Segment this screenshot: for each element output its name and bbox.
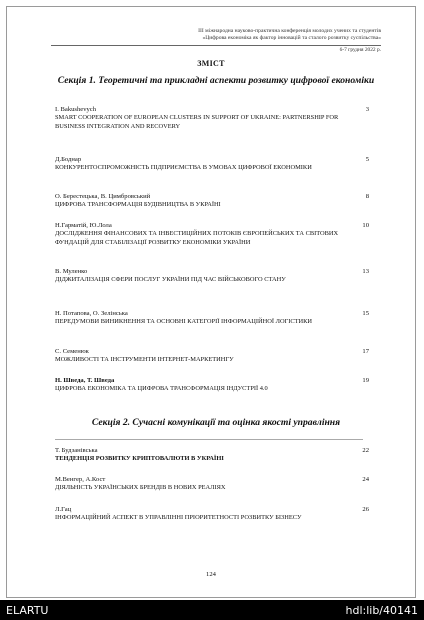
entry-page: 22 [362,447,369,454]
entry-author: В. Муленко [55,268,88,275]
entry-title: ДОСЛІДЖЕННЯ ФІНАНСОВИХ ТА ІНВЕСТИЦІЙНИХ ПОТОКІВ ЄВРОПЕЙСЬКИХ ТА СВІТОВИХ ФУНДАЦІЙ ДЛЯ СТАБІЛІЗАЦІЇ РОЗВИТКУ ЕКОНОМІКИ УКРАЇНИ [55,230,339,246]
section-2-title: Секція 2. Сучасні комунікації та оцінка якості управління [91,417,341,428]
toc-entry[interactable] [55,310,355,327]
entry-title: SMART COOPERATION OF EUROPEAN CLUSTERS IN SUPPORT OF UKRAINE: PARTNERSHIP FOR BUSINESS INTEGRATION AND RECOVERY [55,114,339,130]
header-line-1: III міжнародна науково-практична конференція молодих учених та студентів [198,28,381,34]
entry-author: Н. Шведа, Т. Шведа [55,377,115,384]
repository-footer-bar [0,600,424,620]
entry-title: ДІЯЛЬНІСТЬ УКРАЇНСЬКИХ БРЕНДІВ В НОВИХ РЕАЛІЯХ [55,484,226,491]
entry-title: ЦИФРОВА ЕКОНОМІКА ТА ЦИФРОВА ТРАНСФОРМАЦІЯ ІНДУСТРІЇ 4.0 [55,385,268,392]
entry-title: ТЕНДЕНЦІЯ РОЗВИТКУ КРИПТОВАЛЮТИ В УКРАЇНІ [55,455,224,462]
toc-entry[interactable] [55,447,355,464]
toc-entry[interactable] [55,156,355,173]
entry-author: С. Семенюк [55,348,89,355]
toc-entry[interactable] [55,348,355,365]
entry-title: ДІДЖИТАЛІЗАЦІЯ СФЕРИ ПОСЛУГ УКРАЇНИ ПІД ЧАС ВІЙСЬКОВОГО СТАНУ [55,276,286,283]
entry-author: Н.Гарматій, Ю.Лола [55,222,112,229]
section-1-title: Секція 1. Теоретичні та прикладні аспекти розвитку цифрової економіки [57,75,375,86]
entry-page: 17 [362,348,369,355]
toc-entry[interactable] [55,222,355,247]
document-page [6,6,416,598]
page-number: 124 [206,571,216,578]
toc-entry[interactable] [55,106,355,131]
entry-page: 26 [362,506,369,513]
header-line-2: «Цифрова економіка як фактор інновацій та сталого розвитку суспільства» [202,35,381,42]
section-divider [55,439,363,440]
entry-page: 19 [362,377,369,384]
header-rule [51,45,381,46]
entry-page: 10 [362,222,369,229]
entry-page: 8 [365,193,369,200]
entry-title: ПЕРЕДУМОВИ ВИНИКНЕННЯ ТА ОСНОВНІ КАТЕГОРІЇ ІНФОРМАЦІЙНОЇ ЛОГІСТИКИ [55,318,313,325]
toc-entry[interactable] [55,193,355,210]
entry-title: МОЖЛИВОСТІ ТА ІНСТРУМЕНТИ ІНТЕРНЕТ-МАРКЕТИНГУ [55,356,234,363]
repository-name: ELARTU [6,604,49,617]
running-header [198,28,381,42]
entry-author: Л.Гац [55,506,72,513]
entry-author: I. Bakushevych [55,106,97,113]
entry-author: Т. Будзанівська [55,447,98,454]
handle-identifier[interactable]: hdl:lib/40141 [345,604,418,617]
entry-page: 24 [362,476,369,483]
entry-author: М.Венгер, А.Кост [55,476,106,483]
entry-page: 15 [362,310,369,317]
entry-page: 5 [365,156,369,163]
entry-author: Н. Потапова, О. Зелінська [55,310,128,317]
entry-title: КОНКУРЕНТОСПРОМОЖНІСТЬ ПІДПРИЄМСТВА В УМОВАХ ЦИФРОВОЇ ЕКОНОМІКИ [55,164,312,171]
toc-title: ЗМІСТ [197,59,225,68]
toc-entry[interactable] [55,377,355,394]
entry-title: ЦИФРОВА ТРАНСФОРМАЦІЯ БУДІВНИЦТВА В УКРАЇНІ [55,201,221,208]
entry-title: ІНФОРМАЦІЙНИЙ АСПЕКТ В УПРАВЛІННІ ПРІОРИТЕТНОСТІ РОЗВИТКУ БІЗНЕСУ [55,514,302,521]
toc-entry[interactable] [55,476,355,493]
entry-page: 3 [365,106,369,113]
entry-author: Д.Боднар [55,156,82,163]
header-date: 6-7 грудня 2022 р. [339,47,381,53]
entry-author: О. Берестецька, В. Цимбровський [55,193,151,200]
toc-entry[interactable] [55,268,355,285]
toc-entry[interactable] [55,506,355,523]
entry-page: 13 [362,268,369,275]
